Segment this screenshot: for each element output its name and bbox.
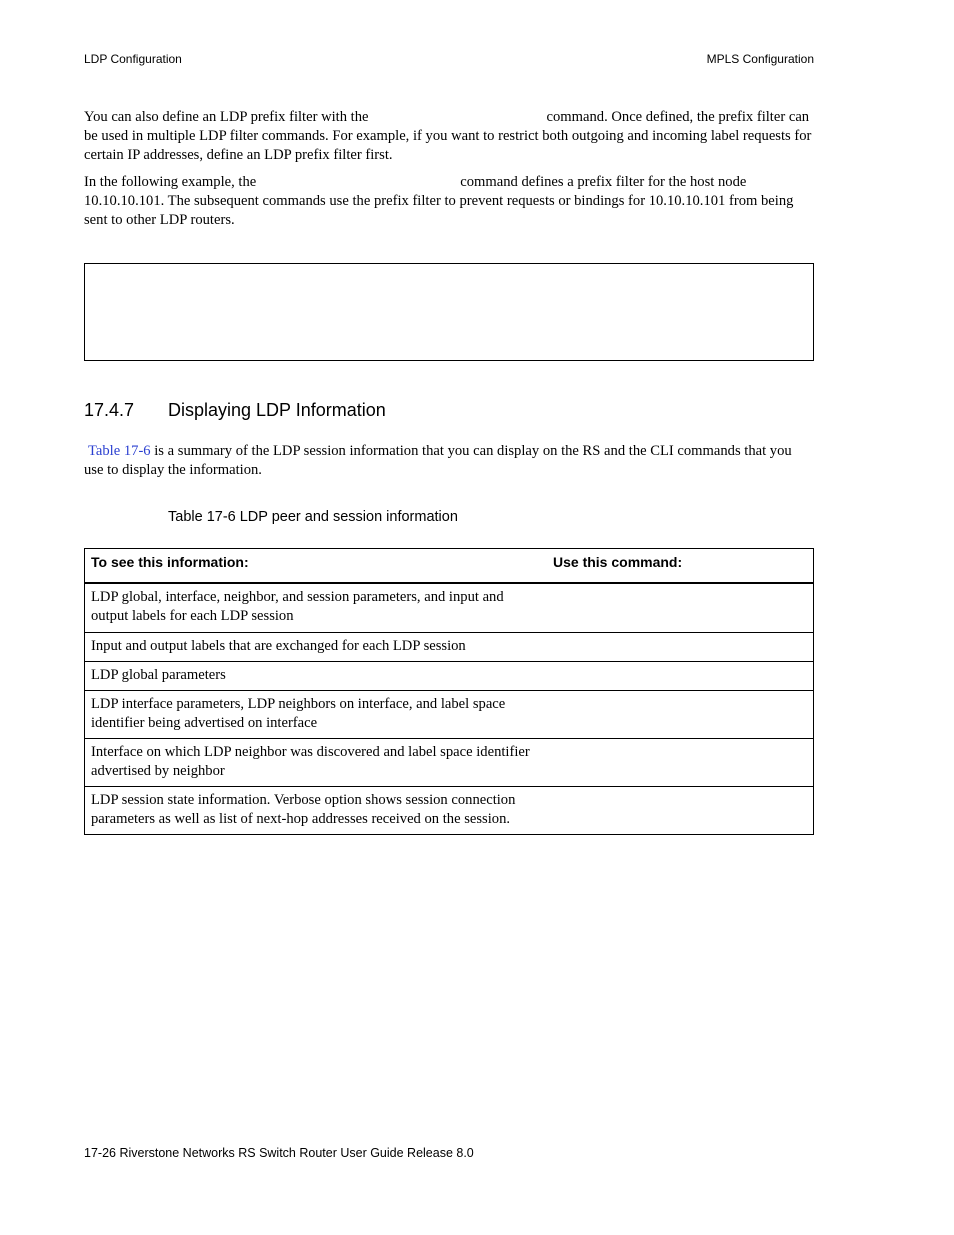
table-row	[85, 661, 814, 690]
ldp-info-table	[84, 548, 814, 835]
table-header-row	[85, 549, 814, 584]
section-title: Displaying LDP Information	[168, 400, 386, 420]
running-header-section: MPLS Configuration	[706, 52, 814, 66]
table-row	[85, 632, 814, 661]
table-cell-command	[547, 690, 814, 738]
table-cell-command	[547, 738, 814, 786]
column-header-command: Use this command:	[547, 549, 814, 584]
paragraph-text: command defines a prefix filter for the host node 10.10.10.101. The subsequent commands use the prefix filter to prevent requests or bindings for 10.10.10.101 from being sent to other LDP routers.	[84, 174, 794, 228]
table-cell-command	[547, 632, 814, 661]
running-header-chapter: LDP Configuration	[84, 52, 182, 66]
table-cell-information: LDP global parameters	[85, 661, 548, 690]
table-row	[85, 690, 814, 738]
table-row	[85, 583, 814, 632]
paragraph-text: is a summary of the LDP session information that you can display on the RS and the CLI commands that you use to display the information.	[84, 443, 792, 478]
paragraph-text: command. Once defined, the prefix filter can be used in multiple LDP filter commands. For example, if you want to restrict both outgoing and incoming label requests for certain IP addresses, define an LDP prefix filter first.	[84, 109, 812, 163]
table-cell-command	[547, 786, 814, 834]
table-cell-information: LDP session state information. Verbose option shows session connection parameters as well as list of next-hop addresses received on the session.	[85, 786, 548, 834]
column-header-information: To see this information:	[85, 549, 548, 584]
table-cell-information: Input and output labels that are exchanged for each LDP session	[85, 632, 548, 661]
paragraph-text: You can also define an LDP prefix filter with the	[84, 109, 369, 125]
section-heading	[84, 400, 386, 421]
table-reference-link[interactable]: Table 17-6	[88, 443, 151, 459]
table-cell-information: LDP interface parameters, LDP neighbors on interface, and label space identifier being advertised on interface	[85, 690, 548, 738]
section-number: 17.4.7	[84, 400, 135, 420]
paragraph-prefix-filter-intro	[84, 108, 814, 165]
code-example-box	[84, 263, 814, 361]
paragraph-table-intro	[84, 442, 814, 480]
table-cell-command	[547, 661, 814, 690]
table-cell-command	[547, 583, 814, 632]
table-row	[85, 786, 814, 834]
table-caption: Table 17-6 LDP peer and session information	[168, 509, 458, 525]
paragraph-prefix-filter-example	[84, 173, 814, 230]
table-cell-information: LDP global, interface, neighbor, and session parameters, and input and output labels for each LDP session	[85, 583, 548, 632]
table-cell-information: Interface on which LDP neighbor was discovered and label space identifier advertised by neighbor	[85, 738, 548, 786]
table-row	[85, 738, 814, 786]
paragraph-text: In the following example, the	[84, 174, 257, 190]
page-footer: 17-26 Riverstone Networks RS Switch Router User Guide Release 8.0	[84, 1146, 474, 1160]
